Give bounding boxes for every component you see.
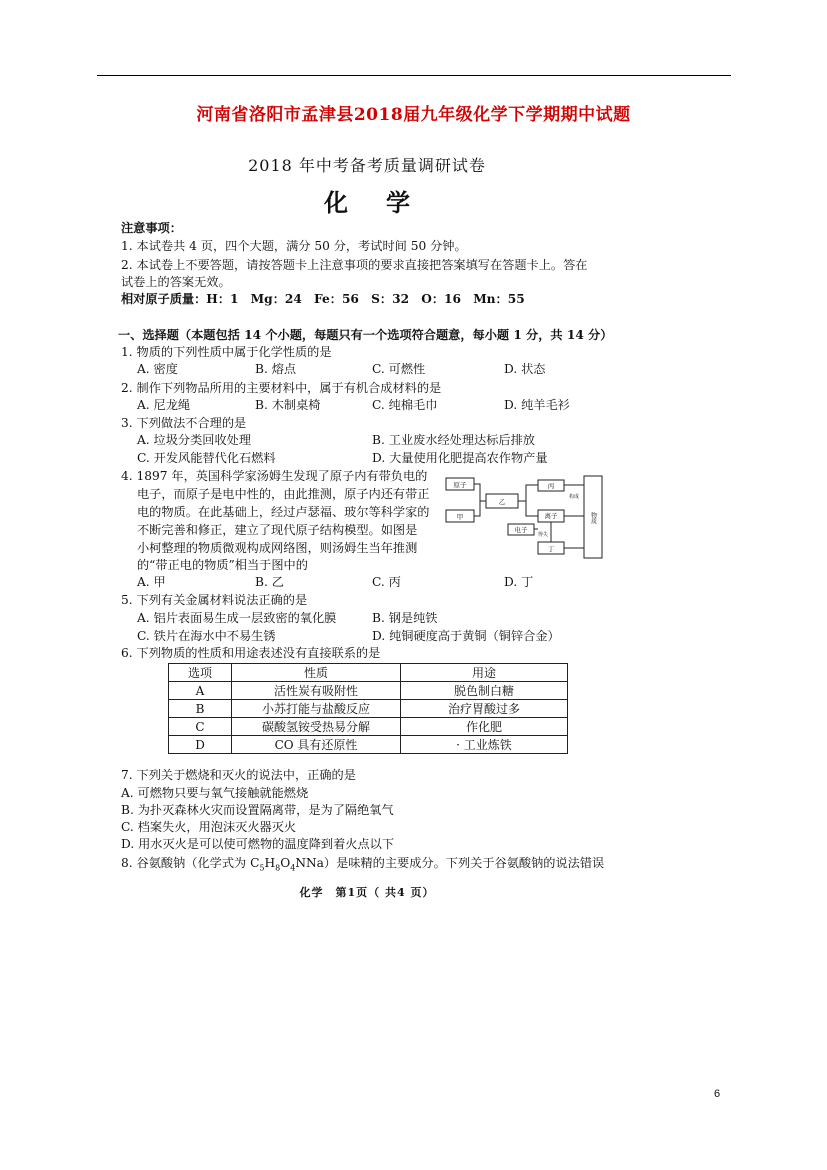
table-row (169, 718, 568, 736)
question-line: 电的物质。在此基础上，经过卢瑟福、玻尔等科学家的 (137, 505, 430, 519)
exam-page-footer: 化学 第1页（ 共4 页） (299, 886, 435, 899)
option: C. 纯棉毛巾 (372, 398, 438, 412)
option: C. 铁片在海水中不易生锈 (137, 629, 276, 643)
exam-title: 2018 年中考备考质量调研试卷 (248, 156, 486, 175)
table-header: 用途 (401, 664, 568, 682)
property-use-table (168, 663, 568, 754)
note-line: 1. 本试卷共 4 页，四个大题，满分 50 分，考试时间 50 分钟。 (121, 239, 467, 253)
option: D. 用水灭火是可以使可燃物的温度降到着火点以下 (121, 837, 395, 851)
table-header: 性质 (232, 664, 401, 682)
option: D. 纯铜硬度高于黄铜（铜锌合金） (372, 629, 560, 643)
diagram-label-jia: 甲 (456, 513, 464, 521)
diagram-label-electron: 电子 (514, 526, 528, 534)
diagram-label-yi: 乙 (498, 498, 506, 506)
section-heading: 一、选择题（本题包括 14 个小题，每题只有一个选项符合题意，每小题 1 分，共 14 分） (118, 328, 613, 342)
scanned-exam-page (112, 140, 622, 910)
table-cell: 碳酸氢铵受热易分解 (232, 718, 401, 736)
option: B. 木制桌椅 (255, 398, 321, 412)
page-number: 6 (714, 1088, 721, 1100)
option: A. 铝片表面易生成一层致密的氧化膜 (137, 611, 337, 625)
option: D. 纯羊毛衫 (504, 398, 570, 412)
question-line: 小柯整理的物质微观构成网络图，则汤姆生当年推测 (137, 541, 418, 555)
option: A. 垃圾分类回收处理 (137, 433, 252, 447)
formula-suffix: NNa）是味精的主要成分。下列关于谷氨酸钠的说法错误 (295, 856, 605, 870)
diagram-label-atom: 原子 (453, 481, 467, 489)
atomic-mass-line: 相对原子质量：H：1 Mg：24 Fe：56 S：32 O：16 Mn：55 (121, 292, 525, 306)
question-line: 电子，而原子是电中性的，由此推测，原子内还有带正 (137, 487, 430, 501)
table-cell: 作化肥 (401, 718, 568, 736)
option: B. 熔点 (255, 362, 297, 376)
option: D. 状态 (504, 362, 546, 376)
question-stem: 5. 下列有关金属材料说法正确的是 (121, 593, 308, 607)
diagram-label-bing: 丙 (547, 482, 555, 490)
particle-network-diagram (442, 470, 607, 564)
formula-subscript: 5 (259, 863, 265, 873)
table-cell: D (169, 736, 232, 754)
table-cell: CO 具有还原性 (232, 736, 401, 754)
diagram-label-form: 构成 (568, 494, 580, 500)
question-stem: 6. 下列物质的性质和用途表述没有直接联系的是 (121, 646, 381, 660)
table-row (169, 736, 568, 754)
subject-title: 化学 (324, 188, 448, 217)
option: C. 开发风能替代化石燃料 (137, 451, 276, 465)
question-stem: 7. 下列关于燃烧和灭火的说法中，正确的是 (121, 768, 356, 782)
question-line: 4. 1897 年，英国科学家汤姆生发现了原子内有带负电的 (121, 469, 428, 483)
option: B. 钢是纯铁 (372, 611, 438, 625)
formula-prefix: 8. 谷氨酸钠（化学式为 C (121, 856, 260, 870)
top-rule (97, 75, 731, 76)
formula-part: O (280, 856, 291, 870)
question-stem: 3. 下列做法不合理的是 (121, 416, 247, 430)
option: C. 可燃性 (372, 362, 426, 376)
option: B. 乙 (255, 575, 284, 589)
option: C. 丙 (372, 575, 401, 589)
table-cell: 脱色制白糖 (401, 682, 568, 700)
option: C. 档案失火，用泡沫灭火器灭火 (121, 820, 297, 834)
option: D. 丁 (504, 575, 534, 589)
option: A. 可燃物只要与氧气接触就能燃烧 (121, 786, 309, 800)
formula-subscript: 8 (275, 863, 281, 873)
option: B. 为扑灭森林火灾而设置隔离带，是为了隔绝氧气 (121, 803, 394, 817)
formula-part: H (264, 856, 276, 870)
option: A. 密度 (137, 362, 178, 376)
table-header: 选项 (169, 664, 232, 682)
diagram-label-ding: 丁 (547, 545, 555, 553)
diagram-label-substance: 物质 (589, 512, 597, 524)
table-cell: · 工业炼铁 (401, 736, 568, 754)
diagram-label-gain-lose: 得失 (537, 532, 549, 538)
table-cell: A (169, 682, 232, 700)
question-stem: 1. 物质的下列性质中属于化学性质的是 (121, 345, 332, 359)
document-title: 河南省洛阳市孟津县2018届九年级化学下学期期中试题 (196, 105, 631, 125)
table-cell: B (169, 700, 232, 718)
table-cell: 小苏打能与盐酸反应 (232, 700, 401, 718)
diagram-label-ion: 离子 (544, 512, 558, 520)
notes-heading: 注意事项： (121, 221, 182, 235)
table-cell: 活性炭有吸附性 (232, 682, 401, 700)
note-line: 2. 本试卷上不要答题，请按答题卡上注意事项的要求直接把答案填写在答题卡上。答在 (121, 258, 588, 272)
formula-subscript: 4 (290, 863, 296, 873)
table-row (169, 700, 568, 718)
question-line: 的“带正电的物质”相当于图中的 (137, 558, 308, 572)
table-row (169, 682, 568, 700)
table-cell: C (169, 718, 232, 736)
table-cell: 治疗胃酸过多 (401, 700, 568, 718)
question-stem (121, 855, 604, 876)
option: B. 工业废水经处理达标后排放 (372, 433, 535, 447)
table-header-row (169, 664, 568, 682)
question-stem: 2. 制作下列物品所用的主要材料中，属于有机合成材料的是 (121, 381, 442, 395)
option: A. 甲 (137, 575, 166, 589)
option: D. 大量使用化肥提高农作物产量 (372, 451, 548, 465)
question-line: 不断完善和修正，建立了现代原子结构模型。如图是 (137, 523, 418, 537)
option: A. 尼龙绳 (137, 398, 191, 412)
note-line: 试卷上的答案无效。 (121, 275, 231, 289)
